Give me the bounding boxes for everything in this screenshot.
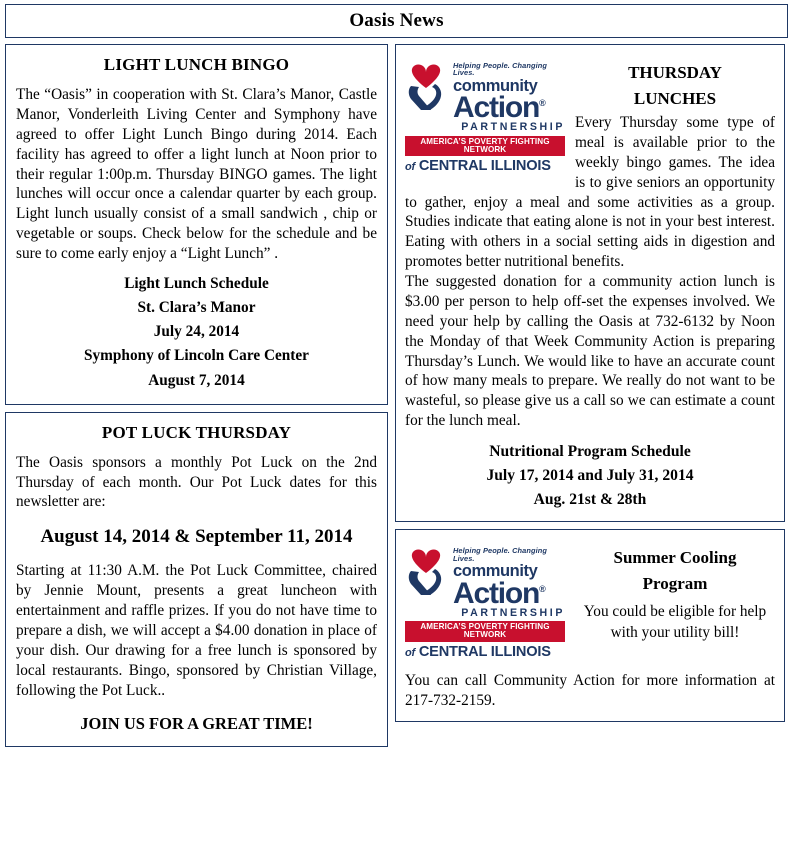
light-lunch-schedule — [16, 273, 377, 392]
heading-line-1: THURSDAY — [628, 63, 722, 82]
thursday-lunches-intro-block — [405, 60, 775, 272]
logo-region: CENTRAL ILLINOIS — [418, 643, 551, 660]
heading-line-1: Summer Cooling — [613, 548, 737, 568]
nutritional-program-schedule — [405, 440, 775, 512]
pot-luck-dates: August 14, 2014 & September 11, 2014 — [40, 526, 353, 548]
schedule-item: August 7, 2014 — [148, 371, 245, 389]
pot-luck-details: Starting at 11:30 A.M. the Pot Luck Committee, chaired by Jennie Mount, presents a great luncheon with entertainment and raffle prizes. If you do not have time to prepare a dish, we will accept a $4.00 donation in place of your dish. Our drawing for a free lunch is sponsored by local restaurants. Bingo, sponsored by Christian Village, following the Pot Luck.. — [16, 562, 377, 699]
heading-line-2: LUNCHES — [633, 88, 717, 108]
left-column — [5, 44, 388, 754]
heading-line-2: Program — [642, 573, 708, 593]
pot-luck-heading: POT LUCK THURSDAY — [101, 422, 292, 442]
nutrition-schedule-item: July 17, 2014 and July 31, 2014 — [486, 467, 694, 485]
logo-word-action: Action — [453, 91, 540, 125]
logo-tagline: Helping People. Changing Lives. — [453, 546, 547, 563]
eligibility-line-1: You could be eligible for help — [583, 603, 767, 621]
pot-luck-call-to-action: JOIN US FOR A GREAT TIME! — [80, 714, 313, 734]
thursday-lunches-heading — [575, 60, 775, 111]
nutrition-schedule-title: Nutritional Program Schedule — [489, 443, 691, 460]
logo-registered-mark: ® — [539, 583, 545, 594]
thursday-lunches-paragraph-1: Every Thursday some type of meal is available prior to the weekly bingo games. The idea is to give seniors an opportunity to gather, enjoy a meal and some activities as a group. Studies indicate that eating alone is not in your best interest. Eating with others in a social setting aids in digestion and promotes better nutritional benefits. — [405, 114, 775, 271]
schedule-item: July 24, 2014 — [153, 323, 240, 341]
logo-word-community: community — [453, 562, 538, 581]
logo-network-bar: AMERICA’S POVERTY FIGHTING NETWORK — [405, 136, 565, 156]
logo-network-bar: AMERICA’S POVERTY FIGHTING NETWORK — [405, 621, 565, 641]
cooling-contact-text: You can call Community Action for more information at 217-732-2159. — [405, 672, 775, 710]
pot-luck-thursday-article — [5, 412, 388, 748]
logo-tagline: Helping People. Changing Lives. — [453, 61, 547, 78]
schedule-item: Symphony of Lincoln Care Center — [84, 347, 309, 365]
light-lunch-schedule-title: Light Lunch Schedule — [124, 274, 269, 292]
logo-partnership: PARTNERSHIP — [461, 121, 565, 134]
thursday-lunches-paragraph-2: The suggested donation for a community action lunch is $3.00 per person to help off-set the expenses involved. We need your help by calling the Oasis at 732-6132 by Noon the Monday of that Week Community Action is preparing Thursday’s Lunch. We would like to have an accurate count of how many meals to prepare. We really do not want to be wasteful, so please give us a call so we can estimate a count for the lunch meal. — [405, 273, 775, 430]
summer-cooling-program-article — [395, 529, 785, 721]
light-lunch-bingo-paragraph: The “Oasis” in cooperation with St. Clara’s Manor, Castle Manor, Vonderleith Living Center and Symphony have agreed to offer Light Lunch Bingo during 2014. Each facility has agreed to offer a light lunch at Noon prior to their regular 1:00p.m. Thursday BINGO games. The light lunches will occur once a calendar quarter by each group. Light lunch usually consist of a small sandwich , chip or vegetable or soups. Check below for the schedule and be sure to come early enjoy a “Light Lunch” . — [16, 86, 377, 262]
thursday-lunches-article — [395, 44, 785, 522]
logo-word-action: Action — [453, 576, 540, 610]
right-column — [395, 44, 785, 729]
content-columns — [5, 44, 788, 754]
summer-cooling-heading — [575, 545, 775, 596]
heart-hands-icon — [405, 547, 449, 599]
light-lunch-bingo-heading: LIGHT LUNCH BINGO — [103, 55, 290, 74]
logo-of: of — [405, 161, 415, 174]
community-action-logo — [405, 60, 565, 174]
logo-region: CENTRAL ILLINOIS — [418, 158, 551, 175]
logo-word-community: community — [453, 76, 538, 95]
logo-registered-mark: ® — [539, 98, 545, 109]
light-lunch-bingo-article — [5, 44, 388, 405]
logo-partnership: PARTNERSHIP — [461, 606, 565, 619]
logo-of: of — [405, 646, 415, 659]
newsletter-title: Oasis News — [349, 10, 444, 31]
community-action-logo — [405, 545, 565, 659]
cooling-intro-block — [405, 545, 775, 661]
nutrition-schedule-item: Aug. 21st & 28th — [533, 491, 647, 509]
pot-luck-intro: The Oasis sponsors a monthly Pot Luck on the 2nd Thursday of each month. Our Pot Luck dates for this newsletter are: — [16, 453, 377, 511]
schedule-item: St. Clara’s Manor — [137, 299, 256, 317]
masthead — [5, 4, 788, 38]
eligibility-line-2: with your utility bill! — [610, 624, 740, 642]
heart-hands-icon — [405, 62, 449, 114]
